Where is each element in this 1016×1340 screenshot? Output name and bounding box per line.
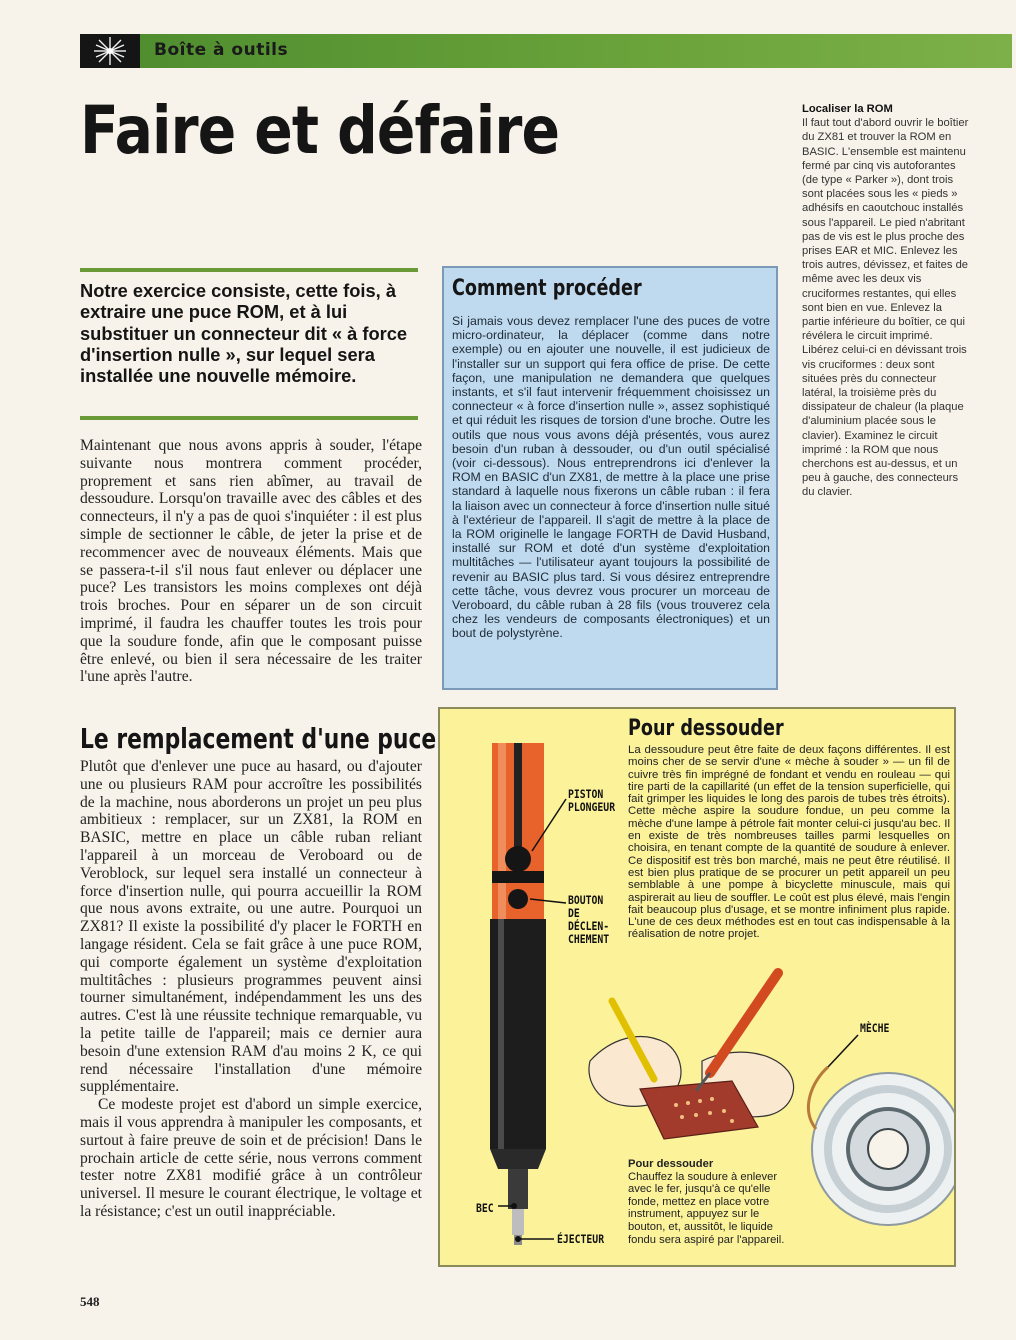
body-paragraph-3: Ce modeste projet est d'abord un simple exercice, mais il vous apprendra à manipuler les composants, et surtout à faire preuve de soin et de précision! Dans le prochain article de cette série, nous verrons comment tester notre ZX81 modifié grâce à un contrôleur universel. Il mesure le courant électrique, le voltage et la résistance; c'est un outil inappréciable. (80, 1096, 422, 1220)
caption-heading: Pour dessouder (628, 1158, 714, 1170)
label-bec: BEC (476, 1201, 494, 1215)
solder-wick-reel (808, 1067, 954, 1225)
body-paragraph-1: Maintenant que nous avons appris à souder, l'étape suivante nous montrera comment procéder, proprement et sans rien abîmer, au travail de dessoudure. Lorsqu'on travaille avec des câbles et des connecteurs, il n'y a pas de quoi s'inquiéter : il est plus simple de sectionner le câble, de jeter la prise et de recommencer avec de nouveaux éléments. Mais que se passera-t-il s'il nous faut enlever ou déplacer une puce? Les transistors les moins complexes ont déjà trois broches. Pour en séparer un de son circuit imprimé, il faudra les chauffer toutes les trois pour que la soudure fonde, afin que le composant puisse être enlevé, ou bien il sera nécessaire de les traiter l'une après l'autre. (80, 437, 422, 686)
spark-icon (80, 34, 140, 68)
rom-text: Il faut tout d'abord ouvrir le boîtier du ZX81 et trouver la ROM en BASIC. L'ensemble est maintenu fermé par cinq vis autoforantes (de type « Parker »), dont trois sont placées sous les « pieds » adhésifs en caoutchouc installés sous l'appareil. Le pied n'abritant pas de vis est le plus proche des prises EAR et MIC. Enlevez les trois autres, dévissez, et faites de même avec les deux vis cruciformes restantes, qui elles sont bien en vue. Enlevez la partie inférieure du boîtier, ce qui révélera le circuit imprimé. Libérez celui-ci en dévissant trois vis cruciformes : deux sont situées près du connecteur latéral, la troisième près du dissipateur de chaleur (la plaque d'aluminium placée sous le clavier). Examinez le circuit imprimé : la ROM que nous cherchons est au-dessus, et un peu à gauche, des connecteurs du clavier. (802, 117, 969, 499)
howto-title: Comment procéder (452, 276, 642, 301)
caption-text: Chauffez la soudure à enlever avec le fer, jusqu'à ce qu'elle fonde, mettez en place votre instrument, appuyez sur le bouton, et, aussitôt, le liquide fondu sera aspiré par l'appareil. (628, 1170, 785, 1246)
body-column-2 (80, 758, 422, 1221)
label-piston: PISTON PLONGEUR (568, 787, 616, 814)
nozzle-tip (512, 1209, 524, 1235)
label-bouton: BOUTON DE DÉCLEN- CHEMENT (568, 893, 610, 946)
label-ejecteur: ÉJECTEUR (557, 1232, 605, 1246)
intro-text: Notre exercice consiste, cette fois, à extraire une puce ROM, et à lui substituer un connecteur dit « à force d'insertion nulle », sur lequel sera installée une nouvelle mémoire. (80, 280, 408, 387)
illustration-caption (628, 1158, 788, 1246)
intro-rule-top (80, 268, 418, 272)
howto-text: Si jamais vous devez remplacer l'une des puces de votre micro-ordinateur, la déplacer (comme dans notre exemple) ou en ajouter une nouvelle, il est judicieux de l'installer sur un support qui fera office de prise. De cette façon, une manipulation ne demandera que quelques instants, et s'il faut intervenir fréquemment choisissez un connecteur « à force d'insertion nulle », assez sophistiqué et qui réduit les risques de torsion d'une broche. Outre les outils que nous vous avons déjà présentés, vous aurez besoin d'un ruban à dessouder, ou d'un outil spécialisé (voir ci-dessous). Nous entreprendrons ici d'enlever la ROM en BASIC d'un ZX81, de mettre à la place une prise standard à laquelle nous fixerons un câble ruban : il fera la liaison avec un connecteur à force d'insertion nulle situé à l'extérieur de l'appareil. Il s'agit de mettre à la place de la ROM originelle le langage FORTH de David Husband, installé sur ROM et doté d'un système d'exploitation multitâches — l'utilisateur ayant toujours la possibilité de revenir au BASIC plus tard. Si vous désirez entreprendre cette tâche, vous devrez vous procurer un morceau de Veroboard, du câble ruban à 28 fils (vous trouverez cela chez les vendeurs de composants électroniques) et un bout de polystyrène. (452, 314, 770, 641)
rom-column (802, 102, 970, 500)
desolder-text: La dessoudure peut être faite de deux façons différentes. Il est moins cher de se servir d'une « mèche à souder » — un fil de cuivre très fin imprégné de fondant et vendu en rouleau — qui tire parti de la capillarité (un effet de la tension superficielle, qui fait grimper les liquides le long des parois de tubes très étroits). Cette mèche aspire la soudure fondue, un peu comme la mèche d'une lampe à pétrole fait monter celui-ci jusqu'au bec. Il en existe de très nombreuses tailles parmi lesquelles on choisira, en tenant compte de la quantité de soudure à enlever. Ce dispositif est très bon marché, mais ne peut être réutilisé. Il est bien plus pratique de se procurer un petit appareil un peu semblable à une pompe à bicyclette minuscule, mais qui aspirerait au lieu de souffler. Le coût est plus élevé, mais l'engin fait beaucoup plus d'usage, et se montre infiniment plus rapide. L'une de ces deux méthodes est en tout cas indispensable à la réalisation de notre projet. (628, 744, 950, 941)
page-title: Faire et défaire (80, 92, 560, 169)
rom-heading: Localiser la ROM (802, 103, 893, 115)
section-heading: Le remplacement d'une puce (80, 722, 437, 755)
section-label: Boîte à outils (154, 40, 289, 60)
plunger-rod (514, 743, 522, 863)
page-number: 548 (80, 1294, 100, 1309)
label-meche: MÈCHE (860, 1021, 890, 1035)
hands-soldering-scene (589, 973, 794, 1139)
plunger-knob (505, 846, 531, 872)
body-paragraph-2: Plutôt que d'enlever une puce au hasard, ou d'ajouter une ou plusieurs RAM pour accroître les possibilités de la machine, nous aborderons un projet un peu plus ambitieux : remplacer, sur un ZX81, la ROM en BASIC, mettre en place un câble ruban reliant l'appareil à un morceau de Veroboard ou de Veroblock, sur lequel sera installé un connecteur à force d'insertion nulle, qui pourra accueillir la ROM que nous avons extraite, ou une autre. Pourquoi un ZX81? Il existe la possibilité d'y placer le FORTH en langage résident. Cela se fait grâce à une puce ROM, qui comporte également un système d'exploitation multitâches : plusieurs programmes peuvent ainsi tourner simultanément, indépendamment les uns des autres. C'est là une réussite technique remarquable, vu la petite taille de l'appareil; mais ce dernier aura besoin d'une extension RAM d'au moins 2 K, ce qui rend nécessaire l'installation d'une mémoire supplémentaire. (80, 758, 422, 1096)
intro-rule-bottom (80, 416, 418, 420)
release-button (508, 889, 528, 909)
desolder-title: Pour dessouder (628, 716, 784, 741)
